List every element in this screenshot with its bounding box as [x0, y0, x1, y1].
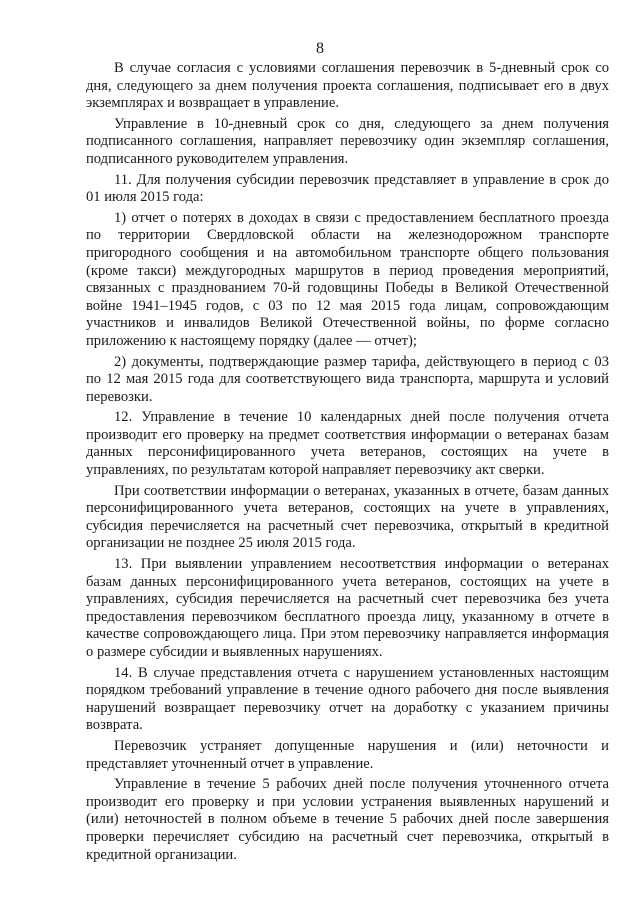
- page-number: 8: [316, 40, 324, 57]
- paragraph-11-item-1: 1) отчет о потерях в доходах в связи с предоставлением бесплатного проезда по территории Свердловской области на железнодорожном транспорте пригородного сообщения и на автомобильном транспорте общего пользования (кроме такси) междугородных маршрутов в период проведения мероприятий, связанных с празднованием 70-й годовщины Победы в Великой Отечественной войне 1941–1945 годов, с 03 по 12 мая 2015 года лицам, сопровождающим участников и инвалидов Великой Отечественной войны, по форме согласно приложению к настоящему порядку (далее — отчет);: [86, 209, 609, 349]
- paragraph-11: 11. Для получения субсидии перевозчик представляет в управление в срок до 01 июля 2015 года:: [86, 171, 609, 206]
- paragraph-12: 12. Управление в течение 10 календарных дней после получения отчета производит его проверку на предмет соответствия информации о ветеранах базам данных персонифицированного учета ветеранов, состоящих на учете в управлениях, по результатам которой направляет перевозчику акт сверки.: [86, 409, 609, 479]
- paragraph-14: 14. В случае представления отчета с нарушением установленных настоящим порядком требований управление в течение одного рабочего дня после выявления нарушений возвращает перевозчику отчет на доработку с указанием причины возврата.: [86, 664, 609, 734]
- paragraph-14-payment: Управление в течение 5 рабочих дней после получения уточненного отчета производит его проверку и при условии устранения выявленных нарушений и (или) неточностей в полном объеме в течение 5 рабочих дней после завершения проверки перечисляет субсидию на расчетный счет перевозчика, открытый в кредитной организации.: [86, 776, 609, 863]
- paragraph-13: 13. При выявлении управлением несоответствия информации о ветеранах базам данных персонифицированного учета ветеранов, состоящих на учете в управлениях, субсидия перечисляется на расчетный счет перевозчика без учета предоставления перевозчиком бесплатного проезда лицу, указанному в отчете в качестве сопровождающего лица. При этом перевозчику направляется информация о размере субсидии и выявленных нарушениях.: [86, 556, 609, 660]
- paragraph-11-item-2: 2) документы, подтверждающие размер тарифа, действующего в период с 03 по 12 мая 2015 года для соответствующего вида транспорта, маршрута и условий перевозки.: [86, 353, 609, 405]
- paragraph-12-compliance: При соответствии информации о ветеранах, указанных в отчете, базам данных персонифицированного учета ветеранов, состоящих на учете в управлениях, субсидия перечисляется на расчетный счет перевозчика, открытый в кредитной организации не позднее 25 июля 2015 года.: [86, 482, 609, 552]
- paragraph-agreement-return: Управление в 10-дневный срок со дня, следующего за днем получения подписанного соглашения, направляет перевозчику один экземпляр соглашения, подписанного руководителем управления.: [86, 115, 609, 167]
- document-body: [86, 60, 609, 867]
- paragraph-14-correction: Перевозчик устраняет допущенные нарушения и (или) неточности и представляет уточненный отчет в управление.: [86, 737, 609, 772]
- paragraph-agreement-signing: В случае согласия с условиями соглашения перевозчик в 5-дневный срок со дня, следующего за днем получения проекта соглашения, подписывает его в двух экземплярах и возвращает в управление.: [86, 60, 609, 112]
